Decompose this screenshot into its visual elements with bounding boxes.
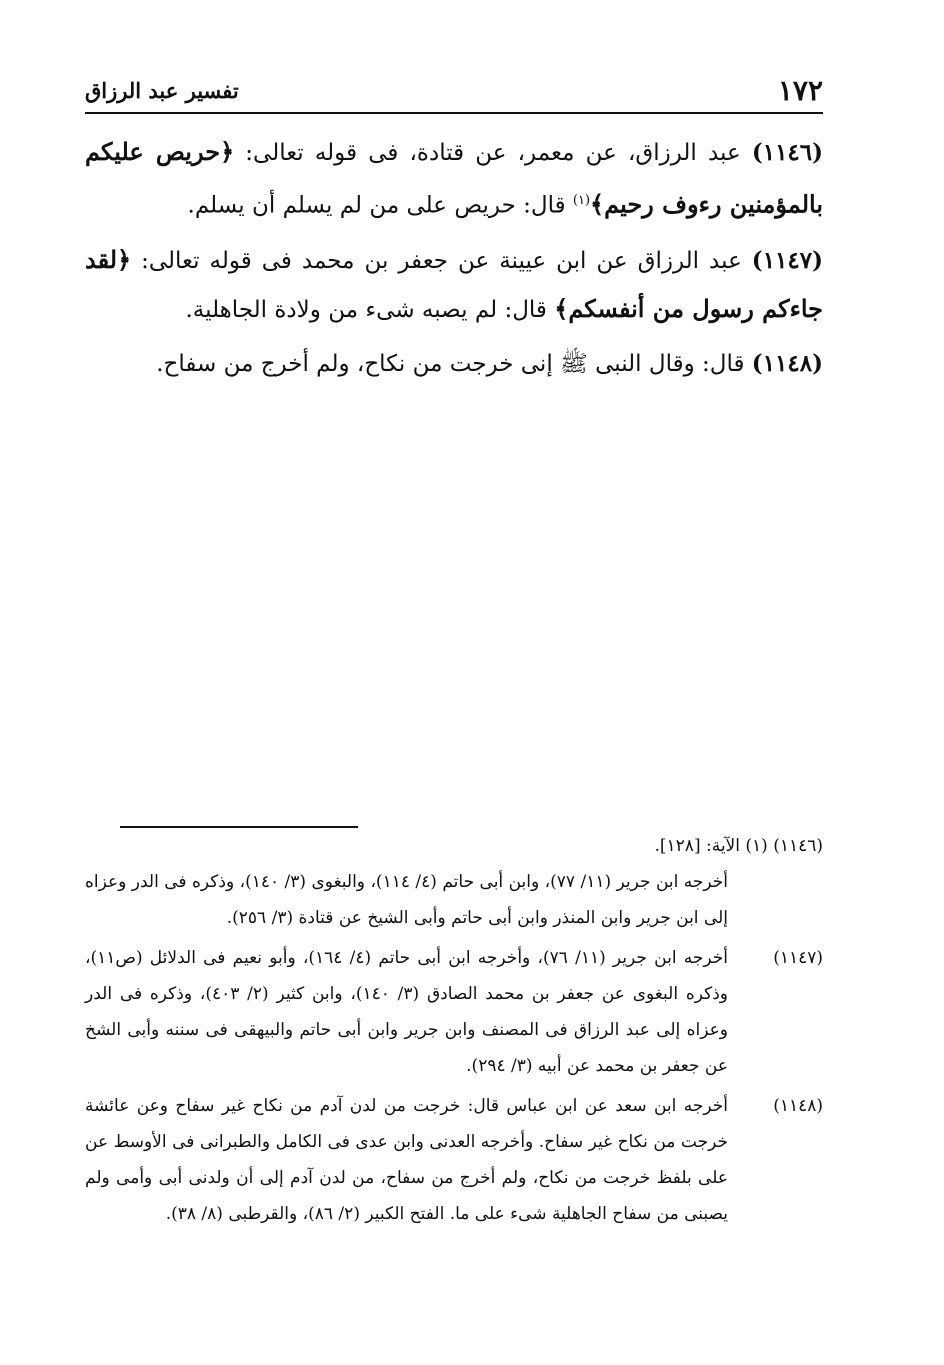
footnote-1147 <box>85 940 823 1084</box>
entry-number: (١١٤٧) <box>751 246 823 274</box>
footnote-separator <box>120 826 358 828</box>
footnote-number: (١١٤٨) <box>773 1096 823 1116</box>
entry-1147 <box>85 236 823 334</box>
footnote-text: أخرجه ابن جرير (١١/ ٧٦)، وأخرجه ابن أبى حاتم (٤/ ١٦٤)، وأبو نعيم فى الدلائل (ص١١)، وذكره البغوى عن جعفر بن محمد الصادق (٣/ ١٤٠)، وابن كثير (٢/ ٤٠٣)، وذكره فى الدر وعزاه إلى عبد الرزاق فى المصنف وابن جرير وابن أبى حاتم والبيهقى فى سننه وأبى الشخ عن جعفر بن محمد عن أبيه (٣/ ٢٩٤). <box>85 948 728 1076</box>
quran-quote: ﴿لقد جاءكم رسول من أنفسكم﴾ <box>85 244 823 323</box>
page-header <box>85 70 823 114</box>
footnotes <box>85 832 823 1236</box>
entry-tail: قال: حريص على من لم يسلم أن يسلم. <box>187 192 566 219</box>
entry-text: عبد الرزاق عن ابن عيينة عن جعفر بن محمد فى قوله تعالى: <box>141 247 742 274</box>
footnote-number: (١١٤٧) <box>773 948 823 968</box>
main-text <box>85 128 823 394</box>
footnote-mark: (١) <box>572 193 591 208</box>
page-number: ١٧٢ <box>777 74 823 107</box>
footnote-text: أخرجه ابن سعد عن ابن عباس قال: خرجت من لدن آدم من نكاح غير سفاح وعن عائشة خرجت من نكاح غير سفاح. وأخرجه العدنى وابن عدى فى الكامل والطبرانى فى الأوسط عن على بلفظ خرجت من نكاح، ولم أخرج من سفاح، من لدن آدم إلى أن ولدنى أبى وأمى ولم يصبنى من سفاح الجاهلية شىء على ما. الفتح الكبير (٢/ ٨٦)، والقرطبى (٨/ ٣٨). <box>85 1096 728 1224</box>
entry-tail: قال: لم يصبه شىء من ولادة الجاهلية. <box>185 296 547 323</box>
entry-text: عبد الرزاق، عن معمر، عن قتادة، فى قوله تعالى: <box>245 140 741 166</box>
footnote-intro: (١١٤٦) (١) الآية: [١٢٨]. <box>654 836 823 856</box>
footnote-1146 <box>85 864 823 936</box>
quran-quote: ﴿حريص عليكم بالمؤمنين رءوف رحيم﴾ <box>85 137 823 219</box>
footnote-text: أخرجه ابن جرير (١١/ ٧٧)، وابن أبى حاتم (٤/ ١١٤)، والبغوى (٣/ ١٤٠)، وذكره فى الدر وعزاه إلى ابن جرير وابن المنذر وابن أبى حاتم وأبى الشيخ عن قتادة (٣/ ٢٥٦). <box>85 872 729 928</box>
entry-text: قال: وقال النبى ﷺ إنى خرجت من نكاح، ولم أخرج من سفاح. <box>156 350 745 377</box>
running-title: تفسير عبد الرزاق <box>85 78 239 103</box>
entry-number: (١١٤٨) <box>751 349 823 377</box>
entry-number: (١١٤٦) <box>751 139 824 166</box>
footnote-1148 <box>85 1088 823 1232</box>
entry-1148 <box>85 340 823 388</box>
entry-1146 <box>85 128 823 230</box>
